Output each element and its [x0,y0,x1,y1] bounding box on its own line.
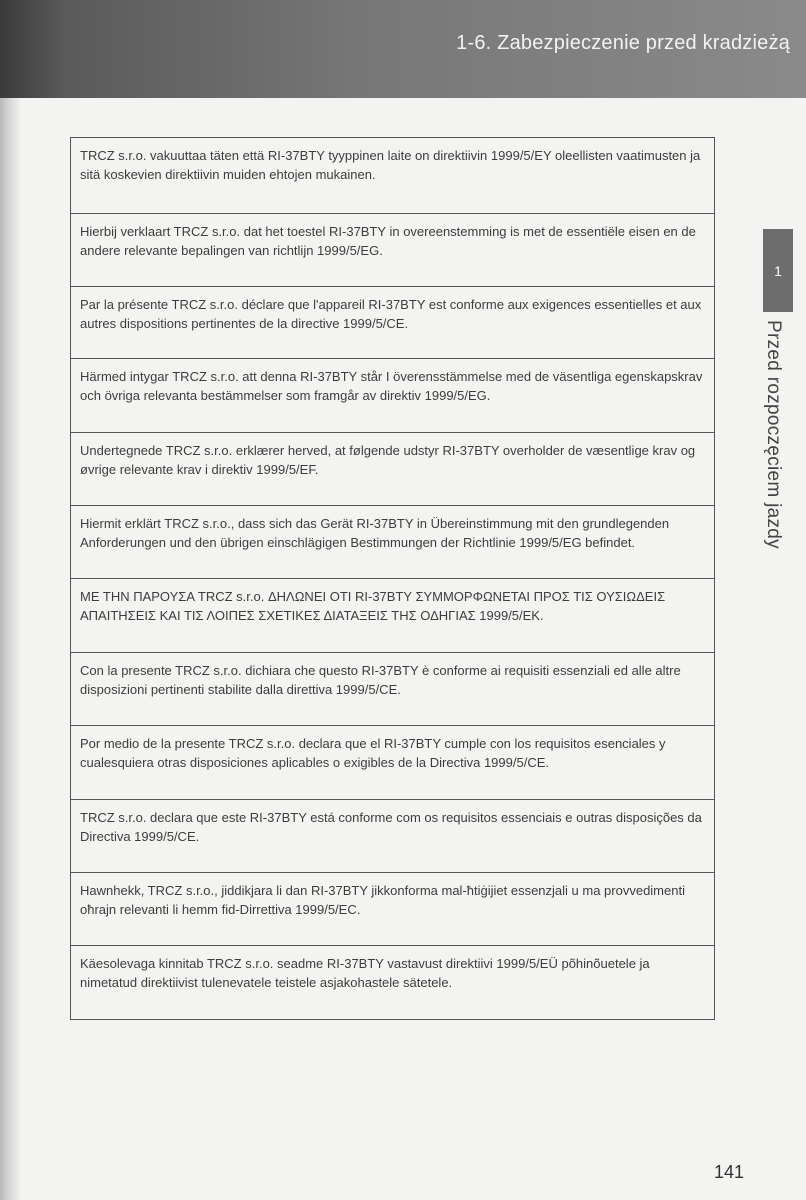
declaration-italian: Con la presente TRCZ s.r.o. dichiara che questo RI-37BTY è conforme ai requisiti essenziali ed alle altre disposizioni pertinenti stabilite dalla direttiva 1999/5/CE. [71,652,714,725]
declaration-french: Par la présente TRCZ s.r.o. déclare que l'appareil RI-37BTY est conforme aux exigences essentielles et aux autres dispositions pertinentes de la directive 1999/5/CE. [71,286,714,358]
chapter-tab [763,229,793,312]
page-number: 141 [714,1162,745,1182]
declaration-estonian: Käesolevaga kinnitab TRCZ s.r.o. seadme RI-37BTY vastavust direktiivi 1999/5/EÜ põhinõuetele ja nimetatud direktiivist tulenevatele teistele asjakohastele sätetele. [71,945,714,1019]
declaration-portuguese: TRCZ s.r.o. declara que este RI-37BTY está conforme com os requisitos essenciais e outras disposições da Directiva 1999/5/CE. [71,799,714,872]
declaration-german: Hiermit erklärt TRCZ s.r.o., dass sich das Gerät RI-37BTY in Übereinstimmung mit den grundlegenden Anforderungen und den übrigen einschlägigen Bestimmungen der Richtlinie 1999/5/EG befindet. [71,505,714,578]
chapter-number: 1 [774,262,782,279]
declaration-danish: Undertegnede TRCZ s.r.o. erklærer herved, at følgende udstyr RI-37BTY overholder de væsentlige krav og øvrige relevante krav i direktiv 1999/5/EF. [71,432,714,505]
binding-shadow [0,0,22,1200]
declaration-spanish: Por medio de la presente TRCZ s.r.o. declara que el RI-37BTY cumple con los requisitos esenciales y cualesquiera otras disposiciones aplicables o exigibles de la Directiva 1999/5/CE. [71,725,714,799]
section-header [0,0,806,98]
declaration-greek: ΜΕ ΤΗΝ ΠΑΡΟΥΣΑ TRCZ s.r.o. ΔΗΛΩΝΕΙ ΟΤΙ RI-37BTY ΣΥΜΜΟΡΦΩΝΕΤΑΙ ΠΡΟΣ ΤΙΣ ΟΥΣΙΩΔΕΙΣ ΑΠΑΙΤΗΣΕΙΣ ΚΑΙ ΤΙΣ ΛΟΙΠΕΣ ΣΧΕΤΙΚΕΣ ΔΙΑΤΑΞΕΙΣ ΤΗΣ ΟΔΗΓΙΑΣ 1999/5/ΕΚ. [71,578,714,652]
declaration-dutch: Hierbij verklaart TRCZ s.r.o. dat het toestel RI-37BTY in overeenstemming is met de essentiële eisen en de andere relevante bepalingen van richtlijn 1999/5/EG. [71,213,714,286]
declaration-finnish: TRCZ s.r.o. vakuuttaa täten että RI-37BTY tyyppinen laite on direktiivin 1999/5/EY oleellisten vaatimusten ja sitä koskevien direktiivin muiden ehtojen mukainen. [80,148,701,182]
declaration-table [70,137,715,1020]
declaration-swedish: Härmed intygar TRCZ s.r.o. att denna RI-37BTY står I överensstämmelse med de väsentliga egenskapskrav och övriga relevanta bestämmelser som framgår av direktiv 1999/5/EG. [71,358,714,432]
section-title: 1-6. Zabezpieczenie przed kradzieżą [456,32,790,54]
chapter-label: Przed rozpoczęciem jazdy [763,320,784,549]
declaration-maltese: Hawnhekk, TRCZ s.r.o., jiddikjara li dan RI-37BTY jikkonforma mal-ħtiġijiet essenzjali u ma provvedimenti oħrajn relevanti li hemm fid-Dirrettiva 1999/5/EC. [71,872,714,945]
